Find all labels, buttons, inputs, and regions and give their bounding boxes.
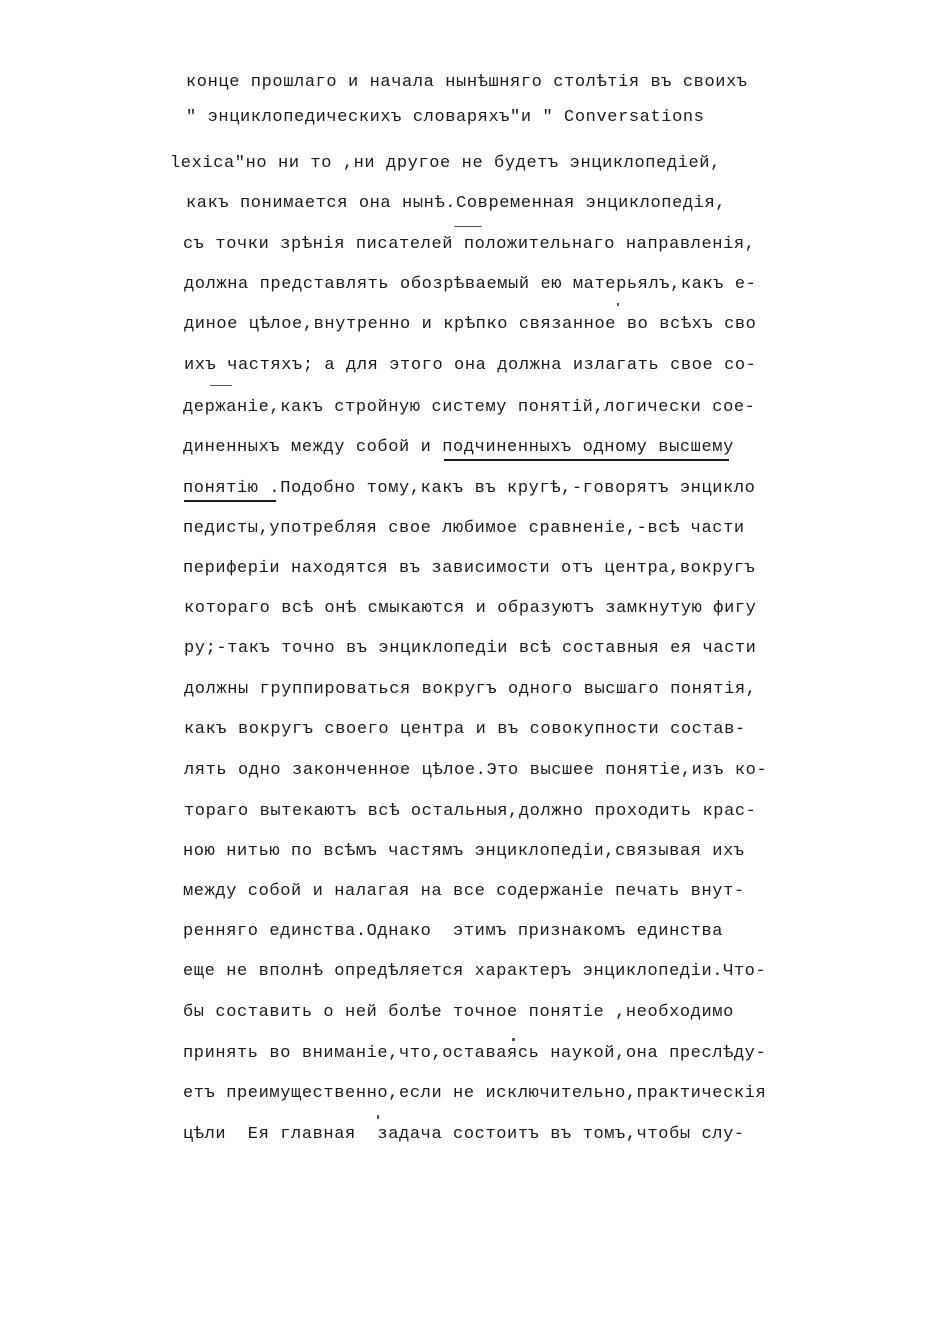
- underline-mark: [184, 500, 276, 502]
- text-line: lexica"но ни то ,ни другое не будетъ энциклопедіей,: [170, 154, 721, 173]
- ink-speck: [454, 226, 482, 227]
- text-line: диное цѣлое,внутренно и крѣпко связанное во всѣхъ сво: [184, 315, 757, 334]
- text-line: ихъ частяхъ; а для этого она должна излагать свое со-: [184, 356, 757, 375]
- text-line: еще не вполнѣ опредѣляется характеръ энциклопедіи.Что-: [183, 962, 767, 981]
- text-line: должна представлять обозрѣваемый ею матерьялъ,какъ е-: [184, 275, 757, 294]
- text-line: держаніе,какъ стройную систему понятій,логически сое-: [183, 398, 756, 417]
- text-line: тораго вытекаютъ всѣ остальныя,должно проходить крас-: [184, 802, 757, 821]
- text-line: между собой и налагая на все содержаніе печать внут-: [183, 882, 745, 901]
- text-line: ру;-такъ точно въ энциклопедіи всѣ составныя ея части: [184, 639, 757, 658]
- text-line: съ точки зрѣнія писателей положительнаго направленія,: [183, 235, 756, 254]
- text-line: " энциклопедическихъ словаряхъ"и " Conversations: [186, 108, 705, 127]
- text-line: етъ преимущественно,если не исключительно,практическія: [183, 1084, 767, 1103]
- ink-speck: [512, 1038, 515, 1041]
- text-line: периферіи находятся въ зависимости отъ центра,вокругъ: [183, 559, 756, 578]
- text-line: котораго всѣ онѣ смыкаются и образуютъ замкнутую фигу: [184, 599, 757, 618]
- ink-speck: [617, 303, 619, 306]
- text-line: педисты,употребляя свое любимое сравненіе,-всѣ части: [183, 519, 745, 538]
- text-line: конце прошлаго и начала нынѣшняго столѣтія въ своихъ: [186, 73, 748, 92]
- text-line: диненныхъ между собой и подчиненныхъ одному высшему: [183, 438, 734, 457]
- ink-speck: [210, 385, 232, 386]
- text-line: цѣли Ея главная задача состоитъ въ томъ,чтобы слу-: [183, 1125, 745, 1144]
- text-line: бы составить о ней болѣе точное понятіе ,необходимо: [183, 1003, 734, 1022]
- text-line: должны группироваться вокругъ одного высшаго понятія,: [184, 680, 757, 699]
- text-line: лять одно законченное цѣлое.Это высшее понятіе,изъ ко-: [184, 761, 768, 780]
- text-line: понятію .Подобно тому,какъ въ кругѣ,-говорятъ энцикло: [183, 479, 756, 498]
- text-line: ренняго единства.Однако этимъ признакомъ единства: [183, 922, 724, 941]
- ink-speck: [377, 1115, 379, 1119]
- text-line: ною нитью по всѣмъ частямъ энциклопедіи,связывая ихъ: [183, 842, 745, 861]
- text-line: принять во вниманіе,что,оставаясь наукой,она преслѣду-: [183, 1044, 767, 1063]
- text-line: какъ понимается она нынѣ.Современная энциклопедія,: [186, 194, 727, 213]
- text-line: какъ вокругъ своего центра и въ совокупности состав-: [184, 720, 746, 739]
- underline-mark: [444, 459, 729, 461]
